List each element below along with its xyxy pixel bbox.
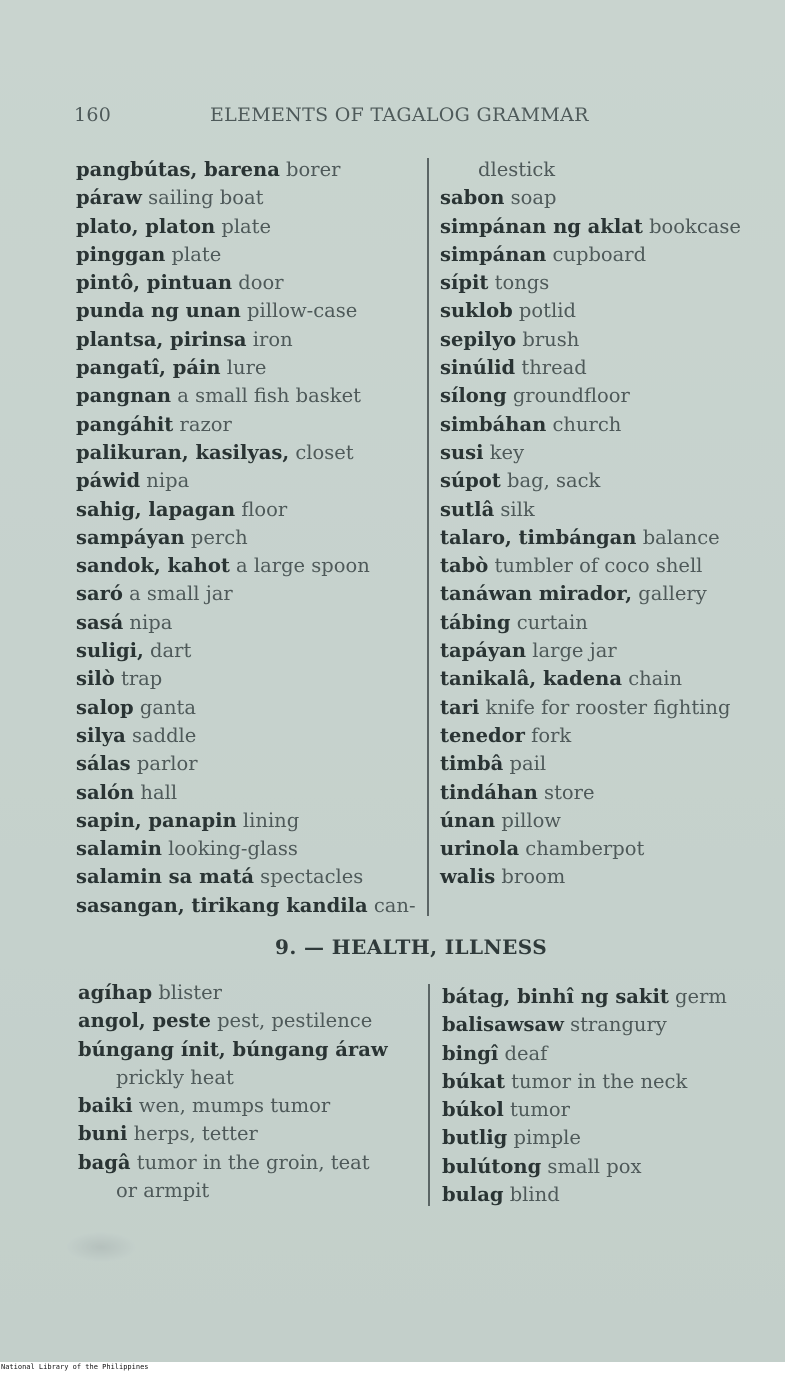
entry-gloss: spectacles xyxy=(253,865,364,889)
entry-gloss: closet xyxy=(289,440,354,464)
entry-gloss: nipa xyxy=(123,610,173,634)
entry-gloss: iron xyxy=(246,327,293,351)
entry-term: tábing xyxy=(440,610,511,634)
vocab-entry xyxy=(76,552,416,580)
vocab-entry xyxy=(440,779,741,807)
vocab-entry xyxy=(442,1153,727,1181)
entry-term: sampáyan xyxy=(76,525,185,549)
entry-gloss: broom xyxy=(495,865,566,889)
entry-gloss: tumor in the groin, teat xyxy=(130,1150,370,1174)
vocab-entry xyxy=(76,779,416,807)
vocab-entry xyxy=(76,269,416,297)
vocab-entry xyxy=(78,1177,388,1205)
entry-gloss: herps, tetter xyxy=(127,1122,258,1146)
vocab-entry xyxy=(442,1068,727,1096)
footer-credit: National Library of the Philippines xyxy=(1,1363,149,1371)
vocab-entry xyxy=(440,665,741,693)
entry-gloss: borer xyxy=(279,158,341,181)
entry-gloss: lure xyxy=(220,356,267,380)
vocab-entry xyxy=(440,184,741,212)
vocab-entry xyxy=(442,1096,727,1124)
entry-term: agíhap xyxy=(78,981,153,1004)
vocab-entry xyxy=(76,213,416,241)
vocab-entry xyxy=(440,863,741,891)
entry-gloss: floor xyxy=(235,497,288,521)
entry-gloss: potlid xyxy=(512,299,576,323)
vocab-entry xyxy=(76,637,416,665)
entry-term: búkol xyxy=(442,1098,504,1122)
entry-gloss: saddle xyxy=(125,723,197,747)
vocab-entry xyxy=(440,552,741,580)
entry-gloss: lining xyxy=(236,808,300,832)
vocab-entry xyxy=(76,609,416,637)
entry-gloss: curtain xyxy=(510,610,588,634)
vocab-entry xyxy=(76,467,416,495)
section-heading: 9. — HEALTH, ILLNESS xyxy=(275,935,548,959)
vocab-entry xyxy=(442,1124,727,1152)
entry-term: tindáhan xyxy=(440,780,538,804)
entry-gloss: thread xyxy=(515,356,587,380)
entry-gloss: or armpit xyxy=(116,1179,210,1203)
vocab-entry xyxy=(440,694,741,722)
entry-term: búkat xyxy=(442,1069,505,1093)
vocab-entry xyxy=(76,184,416,212)
entry-term: tanikalâ, kadena xyxy=(440,667,622,691)
entry-term: tanáwan mirador, xyxy=(440,582,633,606)
vocab-entry xyxy=(78,1092,388,1120)
vocab-entry xyxy=(440,326,741,354)
vocab-entry xyxy=(440,213,741,241)
vocab-entry xyxy=(440,297,741,325)
entry-term: angol, peste xyxy=(78,1009,211,1033)
vocab-entry xyxy=(78,1036,388,1064)
entry-term: sapin, panapin xyxy=(76,808,237,832)
vocab-entry xyxy=(76,694,416,722)
vocab-entry xyxy=(440,580,741,608)
entry-gloss: deaf xyxy=(498,1041,548,1065)
vocab-entry xyxy=(440,496,741,524)
entry-gloss: razor xyxy=(173,412,232,436)
entry-gloss: dlestick xyxy=(478,158,556,181)
vocab-entry xyxy=(76,439,416,467)
vocab-entry xyxy=(76,835,416,863)
vocab-entry xyxy=(440,835,741,863)
vocab-entry xyxy=(440,524,741,552)
entry-gloss: plate xyxy=(215,214,272,238)
entry-gloss: pest, pestilence xyxy=(210,1009,373,1033)
entry-term: sahig, lapagan xyxy=(76,497,236,521)
entry-term: sutlâ xyxy=(440,497,495,521)
entry-gloss: plate xyxy=(165,242,222,266)
entry-gloss: cupboard xyxy=(546,242,647,266)
entry-term: salop xyxy=(76,695,134,719)
entry-term: pangáhit xyxy=(76,412,174,436)
entry-gloss: knife for rooster fighting xyxy=(479,695,731,719)
vocab-entry xyxy=(76,354,416,382)
vocab-entry xyxy=(76,863,416,891)
entry-term: sílong xyxy=(440,384,507,408)
vocab-entry xyxy=(442,1181,727,1209)
entry-gloss: sailing boat xyxy=(141,186,264,210)
entry-term: sabon xyxy=(440,186,505,210)
entry-gloss: large jar xyxy=(526,639,617,663)
vocab-entry xyxy=(440,156,741,184)
entry-term: tapáyan xyxy=(440,639,527,663)
vocab-entry xyxy=(76,326,416,354)
vocab-column-left xyxy=(76,156,416,920)
entry-term: sinúlid xyxy=(440,356,516,380)
entry-gloss: bag, sack xyxy=(500,469,601,493)
vocab-entry xyxy=(76,665,416,693)
vocab-column-right xyxy=(440,156,741,892)
entry-gloss: pillow-case xyxy=(240,299,358,323)
entry-term: suligi, xyxy=(76,639,144,663)
entry-gloss: tumor xyxy=(503,1098,570,1122)
entry-term: bulag xyxy=(442,1183,504,1207)
entry-term: pintô, pintuan xyxy=(76,271,233,295)
entry-term: búngang ínit, búngang áraw xyxy=(78,1037,388,1061)
vocab-entry xyxy=(440,439,741,467)
entry-term: salamin sa matá xyxy=(76,865,254,889)
vocab-entry xyxy=(440,637,741,665)
entry-term: sálas xyxy=(76,752,131,776)
entry-gloss: dart xyxy=(143,639,192,663)
entry-term: páraw xyxy=(76,186,142,210)
entry-gloss: blister xyxy=(152,981,222,1004)
entry-gloss: trap xyxy=(114,667,163,691)
entry-term: punda ng unan xyxy=(76,299,241,323)
entry-term: baiki xyxy=(78,1094,133,1118)
entry-term: susi xyxy=(440,440,484,464)
entry-gloss: parlor xyxy=(130,752,198,776)
health-column-right xyxy=(442,983,727,1209)
vocab-entry xyxy=(442,983,727,1011)
entry-term: tenedor xyxy=(440,723,525,747)
entry-term: simpánan ng aklat xyxy=(440,214,643,238)
vocab-entry xyxy=(76,722,416,750)
entry-gloss: nipa xyxy=(140,469,190,493)
entry-gloss: pail xyxy=(503,752,547,776)
vocab-entry xyxy=(78,1007,388,1035)
vocab-entry xyxy=(76,156,416,184)
entry-term: butlig xyxy=(442,1126,508,1150)
vocab-entry xyxy=(76,241,416,269)
entry-term: palikuran, kasilyas, xyxy=(76,440,290,464)
vocab-entry xyxy=(440,411,741,439)
entry-gloss: strangury xyxy=(563,1013,667,1037)
entry-term: plato, platon xyxy=(76,214,216,238)
vocab-entry xyxy=(76,580,416,608)
vocab-entry xyxy=(440,467,741,495)
entry-term: simpánan xyxy=(440,242,547,266)
entry-term: pangnan xyxy=(76,384,172,408)
vocab-entry xyxy=(440,722,741,750)
vocab-entry xyxy=(440,609,741,637)
entry-gloss: prickly heat xyxy=(116,1065,234,1089)
page-number: 160 xyxy=(74,104,112,126)
entry-gloss: tongs xyxy=(488,271,550,295)
column-divider xyxy=(427,158,429,916)
entry-gloss: tumor in the neck xyxy=(504,1069,688,1093)
entry-term: tari xyxy=(440,695,480,719)
entry-gloss: chain xyxy=(622,667,683,691)
entry-gloss: a small fish basket xyxy=(171,384,361,408)
entry-gloss: wen, mumps tumor xyxy=(132,1094,331,1118)
entry-term: buni xyxy=(78,1122,128,1146)
vocab-entry xyxy=(78,979,388,1007)
entry-gloss: key xyxy=(483,440,525,464)
entry-gloss: pillow xyxy=(495,808,561,832)
vocab-entry xyxy=(76,496,416,524)
entry-term: silya xyxy=(76,723,126,747)
entry-gloss: balance xyxy=(636,525,720,549)
entry-term: páwid xyxy=(76,469,141,493)
entry-term: balisawsaw xyxy=(442,1013,564,1037)
vocab-entry xyxy=(76,750,416,778)
entry-term: sasá xyxy=(76,610,124,634)
entry-term: únan xyxy=(440,808,496,832)
vocab-entry xyxy=(440,241,741,269)
vocab-entry xyxy=(440,382,741,410)
entry-gloss: tumbler of coco shell xyxy=(488,554,703,578)
entry-gloss: small pox xyxy=(541,1154,642,1178)
entry-term: tabò xyxy=(440,554,489,578)
vocab-entry xyxy=(78,1064,388,1092)
entry-gloss: chamberpot xyxy=(519,837,645,861)
entry-term: bagâ xyxy=(78,1150,131,1174)
entry-term: simbáhan xyxy=(440,412,547,436)
entry-term: bulútong xyxy=(442,1154,542,1178)
entry-gloss: groundfloor xyxy=(506,384,630,408)
entry-term: súpot xyxy=(440,469,501,493)
entry-gloss: brush xyxy=(516,327,580,351)
vocab-entry xyxy=(76,382,416,410)
column-divider xyxy=(428,984,430,1206)
entry-term: sandok, kahot xyxy=(76,554,230,578)
entry-gloss: a small jar xyxy=(122,582,233,606)
vocab-entry xyxy=(440,807,741,835)
entry-term: sasangan, tirikang kandila xyxy=(76,893,368,917)
entry-term: pinggan xyxy=(76,242,166,266)
entry-term: plantsa, pirinsa xyxy=(76,327,247,351)
entry-term: sepilyo xyxy=(440,327,517,351)
entry-gloss: ganta xyxy=(133,695,196,719)
entry-gloss: silk xyxy=(494,497,535,521)
entry-gloss: looking-glass xyxy=(161,837,298,861)
entry-gloss: a large spoon xyxy=(229,554,370,578)
entry-term: timbâ xyxy=(440,752,504,776)
vocab-entry xyxy=(76,892,416,920)
vocab-entry xyxy=(76,411,416,439)
entry-term: urinola xyxy=(440,837,520,861)
health-column-left xyxy=(78,979,388,1205)
entry-gloss: germ xyxy=(668,985,727,1008)
vocab-entry xyxy=(440,269,741,297)
vocab-entry xyxy=(76,297,416,325)
entry-term: salón xyxy=(76,780,135,804)
entry-gloss: door xyxy=(232,271,284,295)
entry-gloss: bookcase xyxy=(642,214,741,238)
running-title: ELEMENTS OF TAGALOG GRAMMAR xyxy=(210,104,589,126)
entry-term: bingî xyxy=(442,1041,499,1065)
entry-term: walis xyxy=(440,865,496,889)
entry-gloss: soap xyxy=(504,186,557,210)
entry-gloss: pimple xyxy=(507,1126,581,1150)
entry-term: pangatî, páin xyxy=(76,356,221,380)
entry-gloss: hall xyxy=(134,780,178,804)
vocab-entry xyxy=(440,354,741,382)
entry-term: silò xyxy=(76,667,115,691)
entry-term: pangbútas, barena xyxy=(76,158,280,181)
vocab-entry xyxy=(440,750,741,778)
vocab-entry xyxy=(76,807,416,835)
entry-term: talaro, timbángan xyxy=(440,525,637,549)
entry-term: salamin xyxy=(76,837,162,861)
paper-blemish xyxy=(66,1232,136,1262)
entry-term: saró xyxy=(76,582,123,606)
entry-term: suklob xyxy=(440,299,513,323)
vocab-entry xyxy=(76,524,416,552)
entry-gloss: church xyxy=(546,412,622,436)
entry-term: bátag, binhî ng sakit xyxy=(442,985,669,1008)
entry-gloss: gallery xyxy=(632,582,707,606)
vocab-entry xyxy=(442,1040,727,1068)
entry-gloss: blind xyxy=(503,1183,560,1207)
entry-gloss: perch xyxy=(184,525,248,549)
entry-term: sípit xyxy=(440,271,489,295)
vocab-entry xyxy=(78,1149,388,1177)
entry-gloss: fork xyxy=(524,723,572,747)
entry-gloss: store xyxy=(537,780,595,804)
vocab-entry xyxy=(442,1011,727,1039)
vocab-entry xyxy=(78,1120,388,1148)
entry-gloss: can- xyxy=(367,893,416,917)
